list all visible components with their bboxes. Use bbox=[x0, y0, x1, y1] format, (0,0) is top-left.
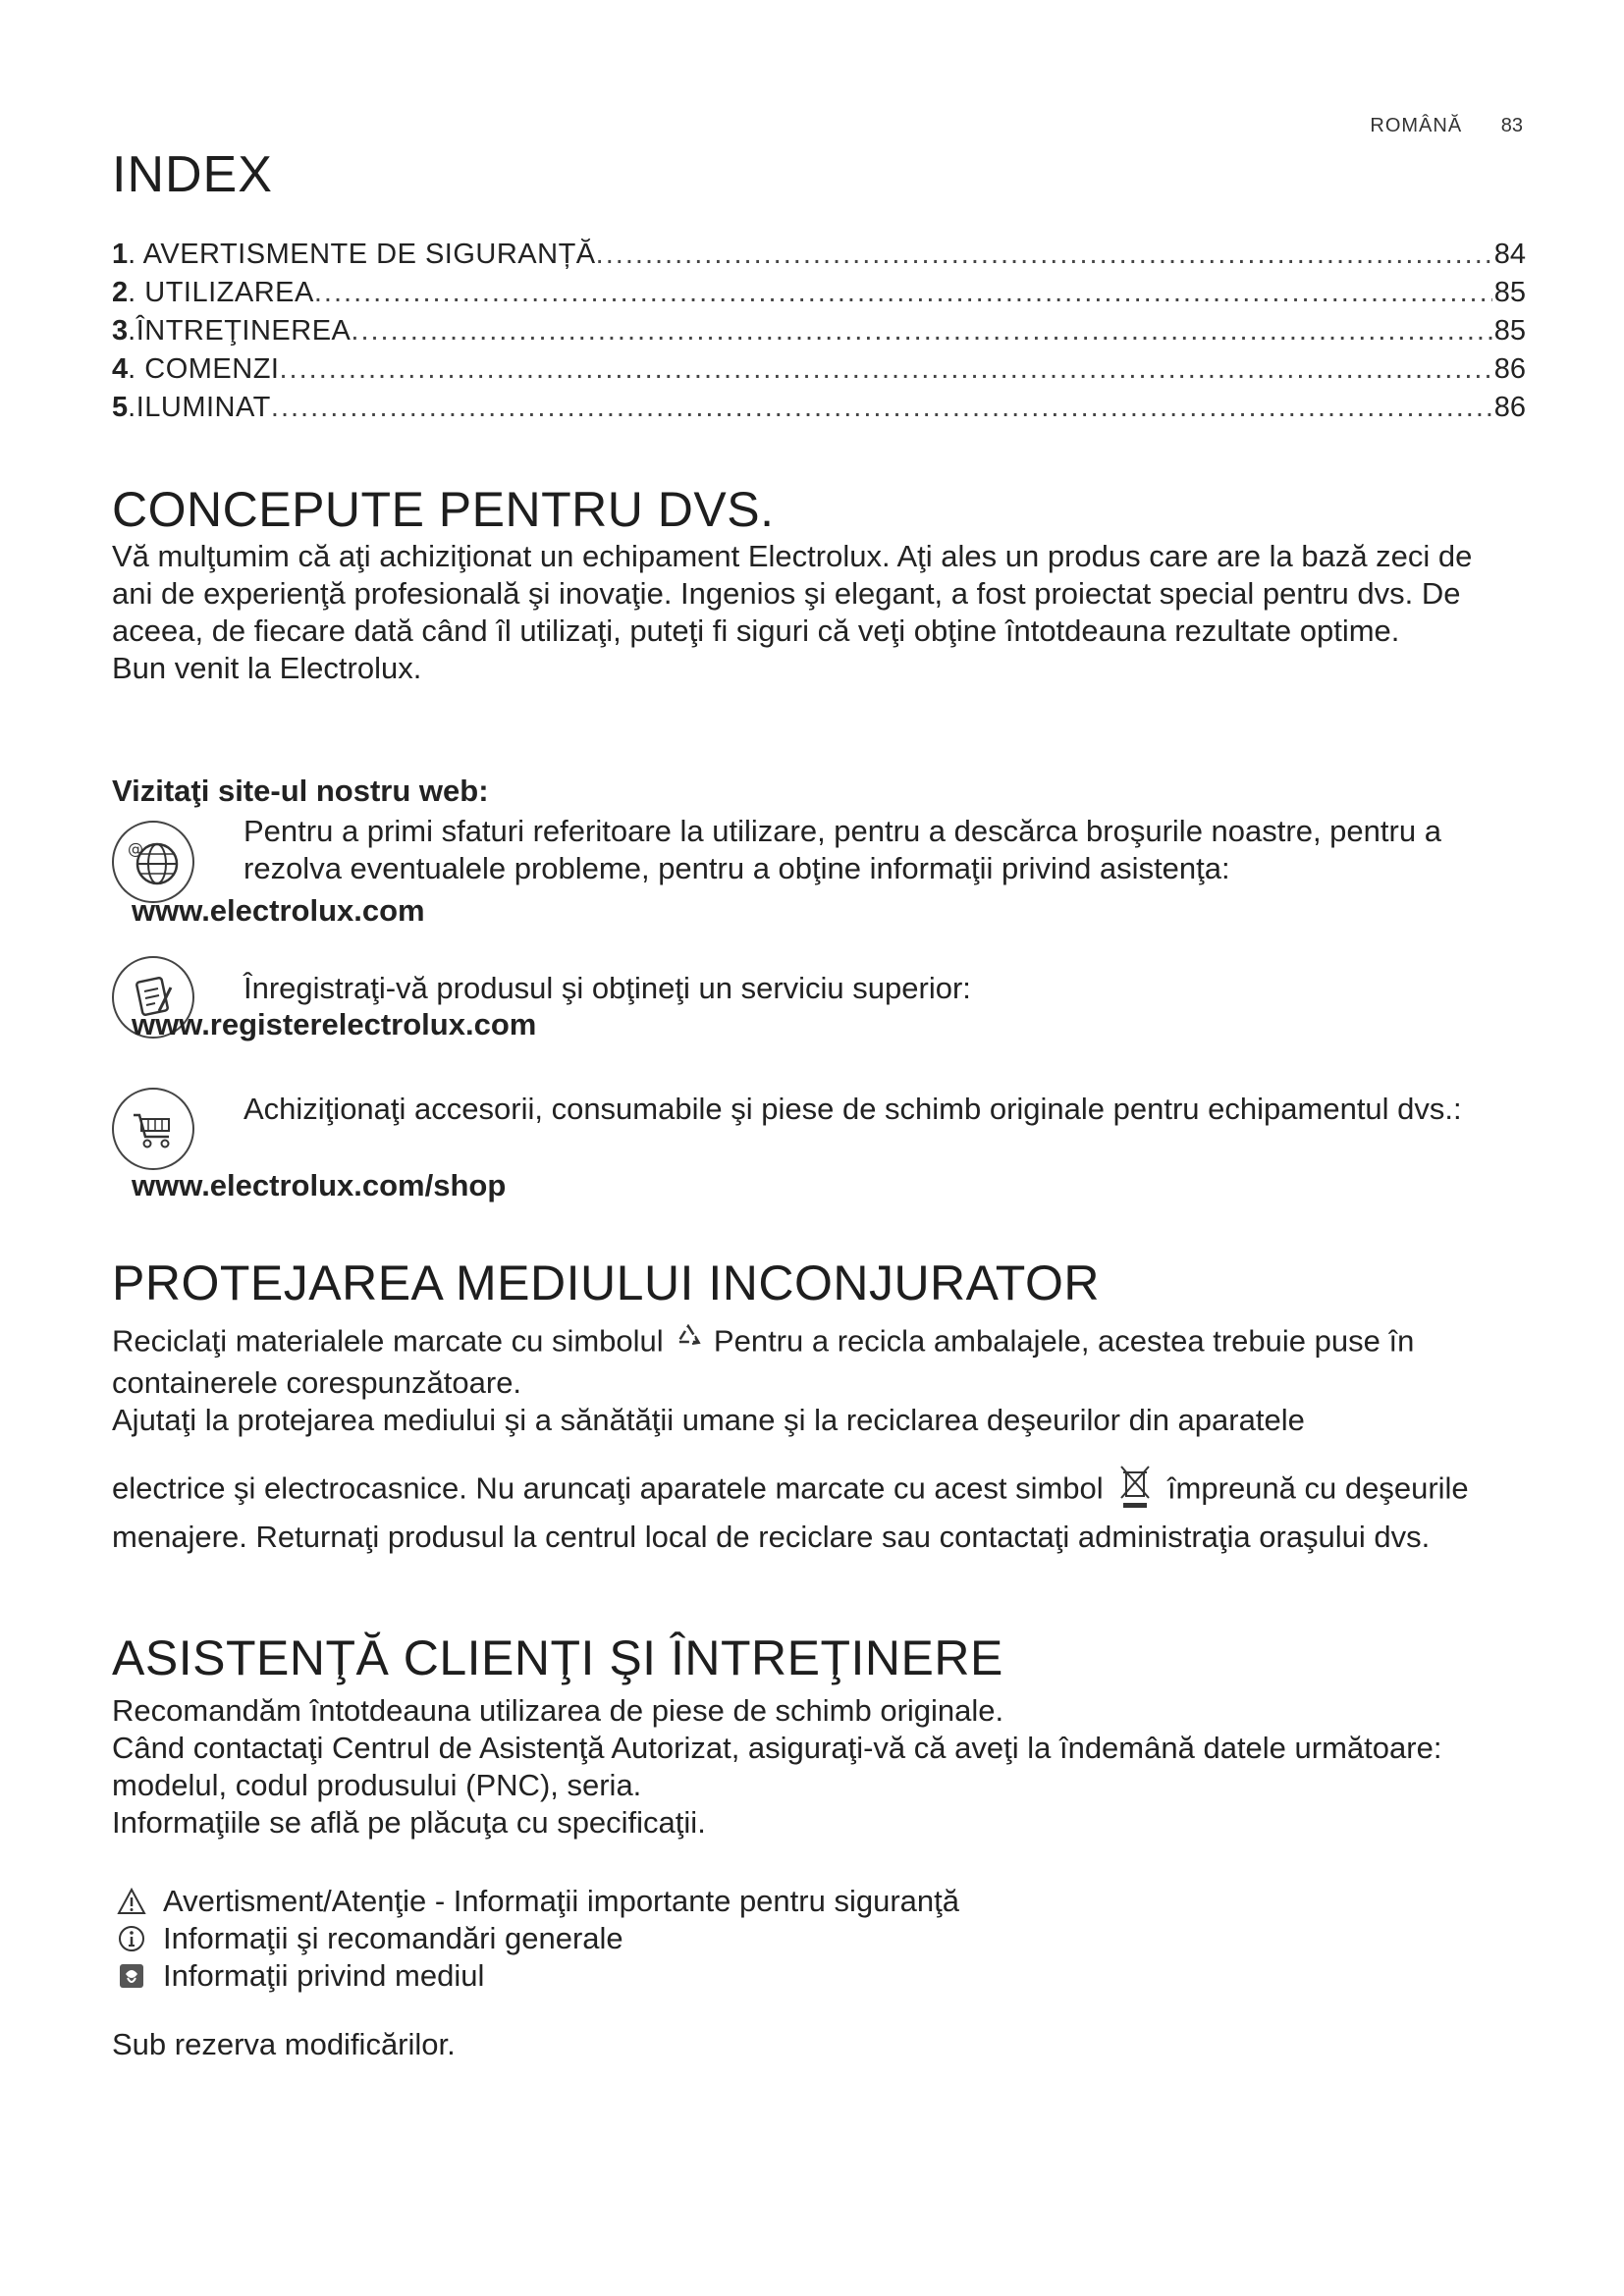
legend-row bbox=[112, 1920, 959, 1957]
toc-page: 86 bbox=[1493, 353, 1526, 385]
section-title-concepute: CONCEPUTE PENTRU DVS. bbox=[112, 482, 775, 537]
toc-page: 84 bbox=[1493, 239, 1526, 270]
link-electrolux[interactable]: www.electrolux.com bbox=[132, 893, 425, 928]
web-item-text: Pentru a primi sfaturi referitoare la utilizare, pentru a descărca broşurile noastre, pentru a rezolva eventualele probleme, pentru a obţine informaţii privind asistenţa: bbox=[244, 814, 1441, 885]
section-title-mediu: PROTEJAREA MEDIULUI INCONJURATOR bbox=[112, 1255, 1100, 1310]
recycle-icon bbox=[672, 1322, 705, 1364]
web-item-text: Înregistraţi-vă produsul şi obţineţi un serviciu superior: bbox=[244, 971, 971, 1005]
toc-number: 3 bbox=[112, 315, 129, 347]
toc-number: 1 bbox=[112, 239, 129, 270]
web-item-register bbox=[112, 956, 1526, 1054]
toc-page: 86 bbox=[1493, 392, 1526, 423]
language-label: ROMÂNĂ bbox=[1370, 115, 1463, 136]
link-registerelectrolux[interactable]: www.registerelectrolux.com bbox=[132, 1007, 537, 1041]
toc-page: 85 bbox=[1493, 315, 1526, 347]
toc-leader bbox=[351, 315, 1491, 347]
toc-page: 85 bbox=[1493, 277, 1526, 308]
mediu-line-3-after: împreună cu deşeurile menajere. Returnaţi produsul la centrul local de reciclare sau contactaţi administraţia oraşului dvs. bbox=[112, 1470, 1469, 1554]
asistenta-text bbox=[112, 1692, 1516, 1842]
web-item-shop bbox=[112, 1088, 1526, 1205]
legend-row bbox=[112, 1883, 959, 1920]
cart-icon bbox=[112, 1088, 194, 1170]
mediu-line-1-after: Pentru a recicla ambalajele, acestea trebuie puse în containerele corespunzătoare. bbox=[112, 1323, 1415, 1400]
page-header bbox=[1370, 115, 1523, 137]
toc-number: 2 bbox=[112, 277, 129, 308]
link-electrolux-shop[interactable]: www.electrolux.com/shop bbox=[132, 1168, 507, 1202]
toc-row[interactable] bbox=[112, 392, 1526, 430]
mediu-line-1-before: Reciclaţi materialele marcate cu simbolul bbox=[112, 1323, 664, 1359]
symbol-legend bbox=[112, 1883, 959, 1995]
section-title-asistenta: ASISTENŢĂ CLIENŢI ŞI ÎNTREŢINERE bbox=[112, 1630, 1003, 1685]
web-item-text: Achiziţionaţi accesorii, consumabile şi piese de schimb originale pentru echipamentul dvs.: bbox=[244, 1092, 1462, 1126]
toc-row[interactable] bbox=[112, 239, 1526, 277]
table-of-contents bbox=[112, 239, 1526, 430]
warning-icon bbox=[112, 1887, 151, 1916]
toc-label: . COMENZI bbox=[128, 353, 280, 385]
globe-icon bbox=[112, 821, 194, 903]
toc-row[interactable] bbox=[112, 315, 1526, 353]
welcome-line: Bun venit la Electrolux. bbox=[112, 651, 422, 685]
mediu-line-3 bbox=[112, 1463, 1516, 1556]
web-label: Vizitaţi site-ul nostru web: bbox=[112, 774, 489, 808]
web-item-support bbox=[112, 813, 1526, 931]
legend-text: Informaţii şi recomandări generale bbox=[163, 1921, 623, 1955]
info-icon bbox=[112, 1924, 151, 1953]
toc-label: . AVERTISMENTE DE SIGURANȚĂ bbox=[128, 239, 596, 270]
toc-row[interactable] bbox=[112, 353, 1526, 392]
toc-leader bbox=[279, 353, 1491, 386]
mediu-line-2: Ajutaţi la protejarea mediului şi a sănătăţii umane şi la reciclarea deşeurilor din aparatele bbox=[112, 1403, 1305, 1437]
mediu-line-1 bbox=[112, 1322, 1516, 1402]
toc-label: .ÎNTREŢINEREA bbox=[128, 315, 352, 347]
toc-label: .ILUMINAT bbox=[128, 392, 271, 423]
legend-text: Avertisment/Atenţie - Informaţii importante pentru siguranţă bbox=[163, 1884, 959, 1918]
concepute-paragraph: Vă mulţumim că aţi achiziţionat un echipament Electrolux. Aţi ales un produs care are la bază zeci de ani de experienţă profesională şi inovaţie. Ingenios şi elegant, a fost proiectat special pentru dvs. De aceea, de fiecare dată când îl utilizaţi, puteţi fi siguri că veţi obţine întotdeauna rezultate optime. bbox=[112, 539, 1473, 648]
toc-leader bbox=[596, 239, 1492, 271]
footer-note: Sub rezerva modificărilor. bbox=[112, 2027, 456, 2061]
mediu-line-3-before: electrice şi electrocasnice. Nu aruncaţi aparatele marcate cu acest simbol bbox=[112, 1470, 1104, 1506]
concepute-text bbox=[112, 538, 1516, 687]
toc-number: 4 bbox=[112, 353, 129, 385]
toc-leader bbox=[314, 277, 1492, 309]
page-number: 83 bbox=[1500, 115, 1523, 136]
toc-row[interactable] bbox=[112, 277, 1526, 315]
asistenta-line-1: Recomandăm întotdeauna utilizarea de piese de schimb originale. bbox=[112, 1693, 1004, 1728]
svg-text:@: @ bbox=[128, 839, 143, 858]
toc-number: 5 bbox=[112, 392, 129, 423]
index-title: INDEX bbox=[112, 146, 273, 203]
asistenta-line-3: Informaţiile se află pe plăcuţa cu specificaţii. bbox=[112, 1805, 706, 1840]
toc-leader bbox=[271, 392, 1492, 424]
environment-icon bbox=[112, 1961, 151, 1991]
mediu-text bbox=[112, 1322, 1516, 1556]
legend-text: Informaţii privind mediul bbox=[163, 1958, 485, 1993]
toc-label: . UTILIZAREA bbox=[128, 277, 314, 308]
legend-row bbox=[112, 1957, 959, 1995]
asistenta-line-2: Când contactaţi Centrul de Asistenţă Autorizat, asiguraţi-vă că aveţi la îndemână datele următoare: modelul, codul produsului (PNC), seria. bbox=[112, 1731, 1442, 1802]
weee-bin-icon bbox=[1117, 1463, 1153, 1519]
